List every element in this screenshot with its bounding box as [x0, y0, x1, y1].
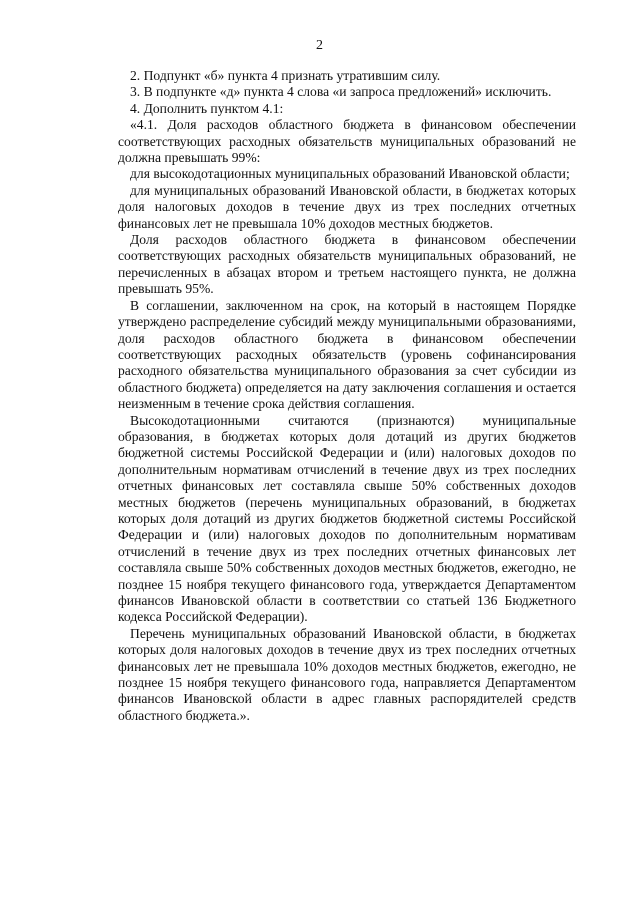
paragraph-agreement-cofinancing: В соглашении, заключенном на срок, на который в настоящем Порядке утверждено распределение субсидий между муниципальными образованиями, доля расходов областного бюджета в финансовом обеспечении соответствующих расходных обязательств (уровень софинансирования расходного обязательства муниципального образования за счет субсидии из областного бюджета) определяется на дату заключения соглашения и остается неизменным в течение срока действия соглашения.	[118, 297, 576, 412]
paragraph-clause-4-1: «4.1. Доля расходов областного бюджета в финансовом обеспечении соответствующих расходных обязательств муниципальных образований не должна превышать 99%:	[118, 117, 576, 166]
paragraph-item-3: 3. В подпункте «д» пункта 4 слова «и запроса предложений» исключить.	[130, 84, 552, 100]
page-number: 2	[316, 38, 323, 53]
paragraph-high-subsidy-municipalities: для высокодотационных муниципальных образований Ивановской области;	[130, 166, 570, 182]
paragraph-item-4: 4. Дополнить пунктом 4.1:	[130, 100, 284, 116]
paragraph-item-2: 2. Подпункт «б» пункта 4 признать утратившим силу.	[130, 68, 441, 83]
paragraph-low-tax-revenue-municipalities: для муниципальных образований Ивановской области, в бюджетах которых доля налоговых доходов в течение двух из трех последних отчетных финансовых лет не превышала 10% доходов местных бюджетов.	[118, 182, 576, 231]
paragraph-other-municipalities-95: Доля расходов областного бюджета в финансовом обеспечении соответствующих расходных обязательств муниципальных образований, не перечисленных в абзацах втором и третьем настоящего пункта, не должна превышать 95%.	[118, 232, 576, 297]
document-body	[118, 68, 576, 724]
paragraph-list-direction: Перечень муниципальных образований Ивановской области, в бюджетах которых доля налоговых доходов в течение двух из трех последних отчетных финансовых лет не превышала 10% доходов местных бюджетов, ежегодно, не позднее 15 ноября текущего финансового года, направляется Департаментом финансов Ивановской области в адрес главных распорядителей средств областного бюджета.».	[118, 625, 576, 723]
paragraph-high-subsidy-definition: Высокодотационными считаются (признаются) муниципальные образования, в бюджетах которых доля дотаций из других бюджетов бюджетной системы Российской Федерации и (или) налоговых доходов по дополнительным нормативам отчислений в течение двух из трех последних отчетных финансовых лет составляла свыше 50% собственных доходов местных бюджетов (перечень муниципальных образований, в бюджетах которых доля дотаций из других бюджетов бюджетной системы Российской Федерации и (или) налоговых доходов по дополнительным нормативам отчислений в течение двух из трех последних отчетных финансовых лет составляла свыше 50% собственных доходов местных бюджетов, ежегодно, не позднее 15 ноября текущего финансового года, утверждается Департаментом финансов Ивановской области в соответствии со статьей 136 Бюджетного кодекса Российской Федерации).	[118, 412, 576, 625]
